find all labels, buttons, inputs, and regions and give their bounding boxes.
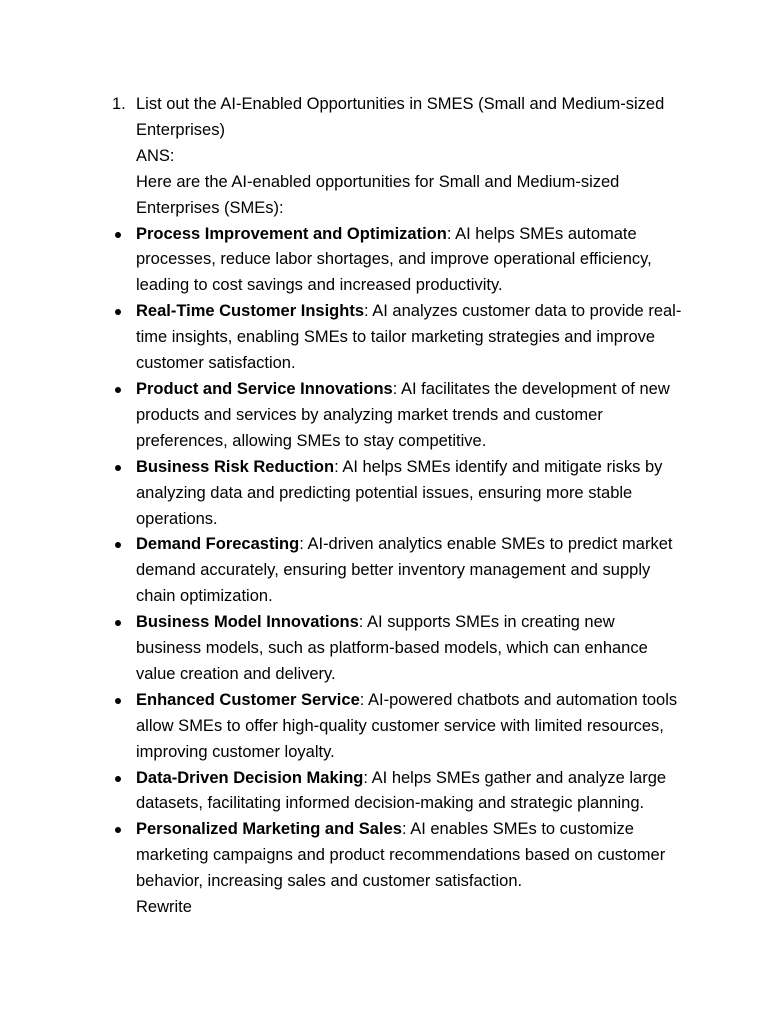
- list-item: [112, 532, 682, 610]
- item-description: : AI enables SMEs to customize marketing campaigns and product recommendations based on customer behavior, increasing sales and customer satisfaction.: [136, 820, 666, 891]
- item-term: Product and Service Innovations: [136, 379, 393, 398]
- question-number: 1.: [112, 95, 126, 113]
- item-description: : AI supports SMEs in creating new business models, such as platform-based models, which can enhance value creation and delivery.: [136, 613, 648, 683]
- list-item: [112, 610, 682, 688]
- item-term: Process Improvement and Optimization: [136, 224, 447, 243]
- question-block: [112, 92, 682, 222]
- bullet-icon: [115, 542, 121, 548]
- item-term: Real-Time Customer Insights: [136, 302, 364, 321]
- item-term: Business Model Innovations: [136, 613, 359, 632]
- item-description: : AI-powered chatbots and automation tools allow SMEs to offer high-quality customer service with limited resources, improving customer loyalty.: [136, 690, 678, 761]
- bullet-icon: [115, 232, 121, 238]
- list-item: [112, 817, 682, 921]
- question-text: List out the AI-Enabled Opportunities in SMES (Small and Medium-sized Enterprises): [136, 95, 665, 139]
- bullet-icon: [115, 387, 121, 393]
- answer-intro: Here are the AI-enabled opportunities for Small and Medium-sized Enterprises (SMEs):: [136, 172, 620, 217]
- list-item: [112, 766, 682, 818]
- item-description: : AI helps SMEs automate processes, reduce labor shortages, and improve operational efficiency, leading to cost savings and increased productivity.: [136, 224, 652, 295]
- bullet-icon: [115, 827, 121, 833]
- closing-text: Rewrite: [136, 898, 192, 917]
- item-description: : AI-driven analytics enable SMEs to predict market demand accurately, ensuring better inventory management and supply chain optimization.: [136, 535, 673, 606]
- bullet-icon: [115, 309, 121, 315]
- item-term: Data-Driven Decision Making: [136, 768, 364, 787]
- list-item: [112, 222, 682, 300]
- list-item: [112, 299, 682, 377]
- item-description: : AI facilitates the development of new products and services by analyzing market trends and customer preferences, allowing SMEs to stay competitive.: [136, 379, 670, 450]
- list-item: [112, 688, 682, 766]
- list-item: [112, 377, 682, 455]
- bullet-icon: [115, 620, 121, 626]
- answer-label: ANS:: [136, 146, 175, 165]
- item-term: Demand Forecasting: [136, 535, 300, 554]
- item-term: Business Risk Reduction: [136, 457, 335, 476]
- item-description: : AI helps SMEs identify and mitigate risks by analyzing data and predicting potential issues, ensuring more stable operations.: [136, 457, 663, 528]
- document-content: [112, 92, 682, 921]
- item-term: Enhanced Customer Service: [136, 690, 360, 709]
- item-term: Personalized Marketing and Sales: [136, 820, 402, 839]
- bullet-icon: [115, 465, 121, 471]
- list-item: [112, 455, 682, 533]
- item-description: : AI helps SMEs gather and analyze large datasets, facilitating informed decision-making and strategic planning.: [136, 768, 667, 813]
- item-description: : AI analyzes customer data to provide real-time insights, enabling SMEs to tailor marketing strategies and improve customer satisfaction.: [136, 302, 682, 373]
- bullet-icon: [115, 776, 121, 782]
- bullet-icon: [115, 698, 121, 704]
